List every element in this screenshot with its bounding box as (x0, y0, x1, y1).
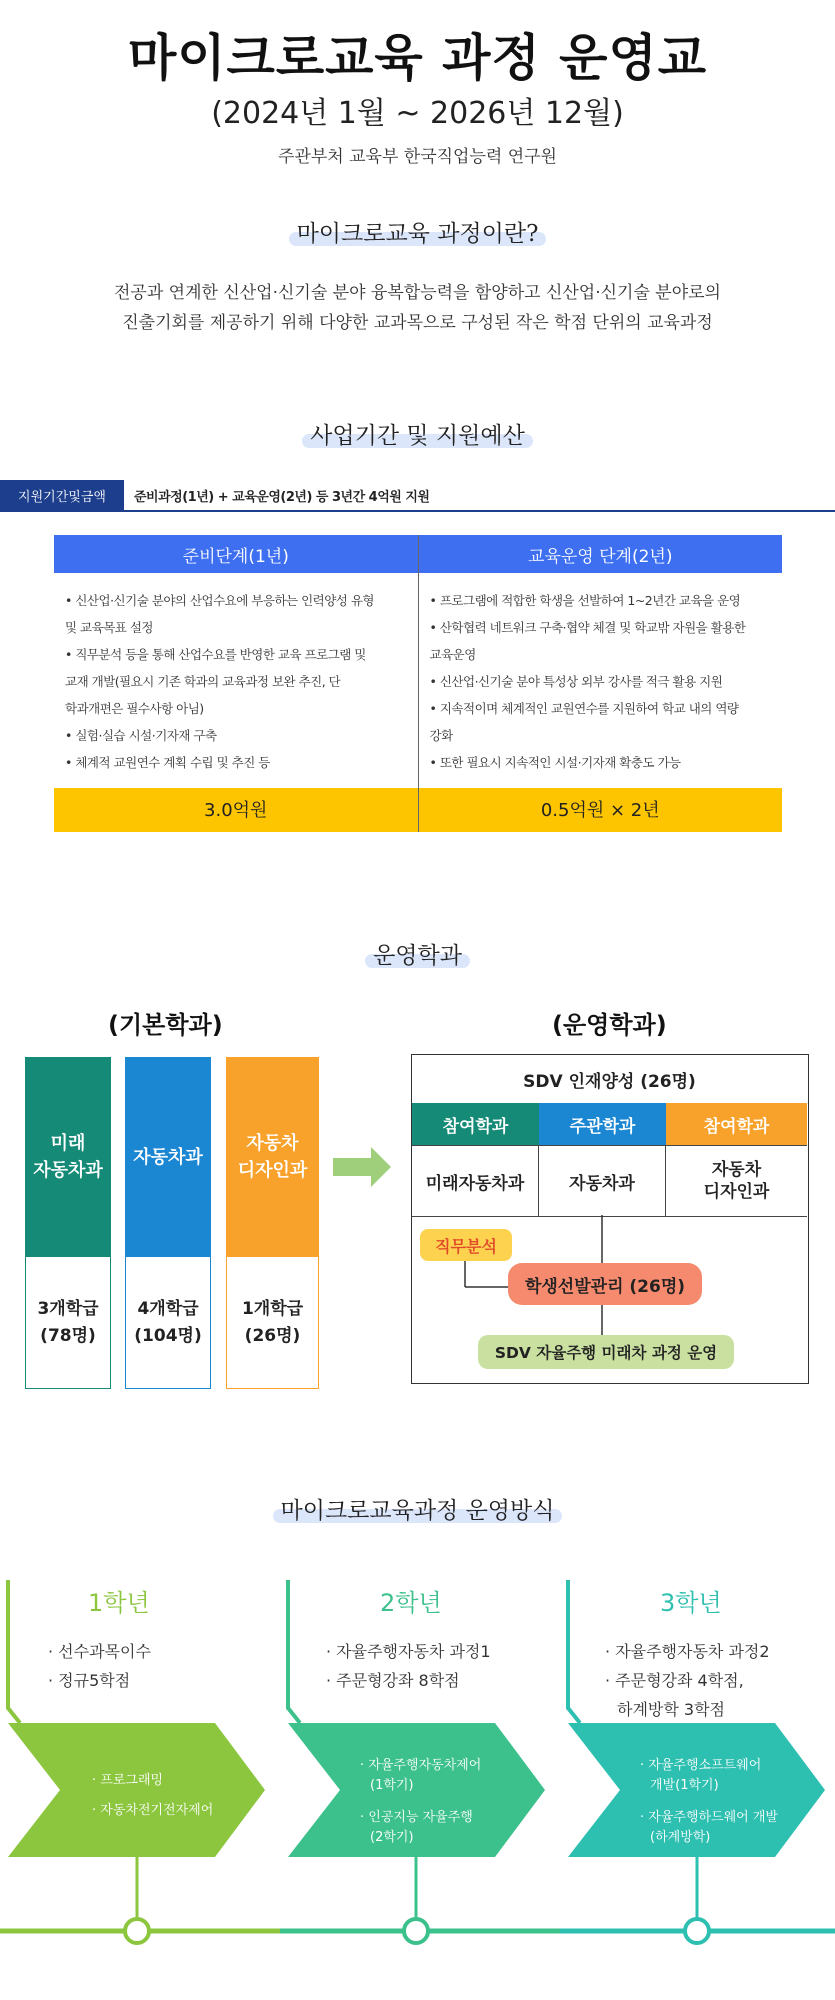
dept-name-text: 미래 자동차과 (33, 1133, 103, 1181)
stage-2-item: • 산학협력 네트워크 구축·협약 체결 및 학교밖 자원을 활용한 (429, 620, 746, 635)
dept-name-text: 자동차 디자인과 (237, 1133, 308, 1181)
sdv-dept-3-text: 자동차 디자인과 (703, 1160, 770, 1202)
sdv-role-2-text: 주관학과 (569, 1116, 636, 1137)
year-3-courses (640, 1756, 778, 1848)
course-item: (2학기) (370, 1830, 414, 1845)
year-item: · 주문형강좌 4학점, (605, 1671, 744, 1690)
operation-heading-text: 마이크로교육과정 운영방식 (280, 1498, 555, 1524)
basic-label: (기본학과) (108, 1011, 223, 1039)
budget-divider (0, 510, 835, 512)
student-selection-box (508, 1263, 702, 1305)
dept-size (25, 1257, 111, 1389)
dept-students: (104명) (134, 1325, 202, 1346)
course-item: · 자동차전기전자제어 (92, 1803, 214, 1818)
sdv-role-3-text: 참여학과 (703, 1116, 770, 1137)
year-1-label: 1학년 (88, 1589, 150, 1617)
course-item: · 자율주행소프트웨어 (640, 1758, 762, 1773)
sdv-role-3 (666, 1103, 807, 1145)
departments-heading (0, 937, 835, 970)
intro-line-2: 진출기회를 제공하기 위해 다양한 교과목으로 구성된 작은 학점 단위의 교육과정 (122, 313, 713, 333)
stage-1-item: • 체계적 교원연수 계획 수립 및 추진 등 (65, 755, 270, 770)
job-analysis-text: 직무분석 (435, 1236, 497, 1256)
stage-2-header: 교육운영 단계(2년) (418, 535, 782, 573)
dept-classes: 4개학급 (137, 1298, 199, 1319)
sdv-title (412, 1055, 807, 1103)
course-item: (1학기) (370, 1778, 414, 1793)
sdv-dept-1-text: 미래자동차과 (425, 1173, 525, 1194)
dept-name-text: 자동차과 (133, 1146, 203, 1168)
sdv-dept-1 (412, 1145, 539, 1217)
course-item: · 인공지능 자율주행 (360, 1810, 473, 1825)
budget-heading-text: 사업기간 및 지원예산 (310, 423, 525, 449)
year-2-items (326, 1637, 491, 1695)
year-item: · 자율주행자동차 과정1 (326, 1642, 491, 1661)
year-2-courses (360, 1756, 481, 1848)
stage-1-header: 준비단계(1년) (54, 535, 418, 573)
year-3-items (605, 1637, 770, 1724)
year-item: 하계방학 3학점 (617, 1700, 726, 1719)
stage-1-item: • 직무분석 등을 통해 산업수요를 반영한 교육 프로그램 및 (65, 647, 366, 662)
intro-heading-text: 마이크로교육 과정이란? (296, 221, 539, 247)
course-item: (하계방학) (650, 1830, 711, 1845)
year-2-label: 2학년 (380, 1589, 442, 1617)
page-title: 마이크로교육 과정 운영교 (127, 29, 708, 87)
budget-heading (0, 417, 835, 450)
sdv-program-box (411, 1054, 809, 1384)
budget-summary: 준비과정(1년) + 교육운영(2년) 등 3년간 4억원 지원 (134, 490, 430, 505)
sdv-role-1 (412, 1103, 539, 1145)
sdv-dept-2 (539, 1145, 666, 1217)
budget-tag-label: 지원기간및금액 (18, 490, 106, 505)
dept-students: (78명) (40, 1325, 96, 1346)
departments-heading-text: 운영학과 (373, 943, 462, 969)
course-item: 개발(1학기) (650, 1778, 719, 1793)
stage-2-item: 교육운영 (429, 647, 476, 662)
operating-label: (운영학과) (552, 1011, 667, 1039)
sdv-dept-2-text: 자동차과 (569, 1173, 635, 1194)
course-item: · 자율주행자동차제어 (360, 1758, 482, 1773)
stage-1-item: 및 교육목표 설정 (65, 620, 153, 635)
operation-heading (0, 1492, 835, 1525)
student-selection-text: 학생선발관리 (26명) (524, 1276, 686, 1297)
dept-name (226, 1057, 319, 1257)
dept-name (125, 1057, 211, 1257)
dept-size (226, 1257, 319, 1389)
dept-classes: 3개학급 (37, 1298, 99, 1319)
job-analysis-box (420, 1229, 512, 1261)
dept-name (25, 1057, 111, 1257)
dept-car-design (226, 1057, 319, 1389)
organizers: 주관부처 교육부 한국직업능력 연구원 (278, 147, 557, 167)
stage-1-item: 학과개편은 필수사항 아님) (65, 701, 204, 716)
dept-students: (26명) (244, 1325, 301, 1346)
stage-2-details (418, 573, 782, 788)
course-item: · 프로그래밍 (92, 1773, 164, 1788)
dept-future-car (25, 1057, 111, 1389)
sdv-title-text: SDV 인재양성 (26명) (523, 1071, 696, 1092)
course-item: · 자율주행하드웨어 개발 (640, 1810, 778, 1825)
stage-2-item: 강화 (429, 728, 453, 743)
stage-1-item: • 신산업·신기술 분야의 산업수요에 부응하는 인력양성 유형 (65, 593, 374, 608)
year-item: · 자율주행자동차 과정2 (605, 1642, 770, 1661)
stage-2-item: • 프로그램에 적합한 학생을 선발하여 1~2년간 교육을 운영 (429, 593, 741, 608)
stage-2-amount: 0.5억원 × 2년 (418, 788, 782, 832)
dept-size (125, 1257, 211, 1389)
stage-1-details (54, 573, 418, 788)
dept-classes: 1개학급 (241, 1298, 304, 1319)
stage-1-item: 교재 개발(필요시 기존 학과의 교육과정 보완 추진, 단 (65, 674, 341, 689)
stage-2-item: • 신산업·신기술 분야 특성상 외부 강사를 적극 활용 지원 (429, 674, 723, 689)
sdv-dept-3 (666, 1145, 807, 1217)
sdv-role-1-text: 참여학과 (442, 1116, 509, 1137)
year-1-courses (92, 1766, 213, 1826)
year-item: · 정규5학점 (48, 1671, 131, 1690)
sdv-role-2 (539, 1103, 666, 1145)
stage-2-item: • 지속적이며 체계적인 교원연수를 지원하여 학교 내의 역량 (429, 701, 739, 716)
dept-automotive (125, 1057, 211, 1389)
stage-1-amount: 3.0억원 (54, 788, 418, 832)
stage-1-item: • 실험·실습 시설·기자재 구축 (65, 728, 217, 743)
arrow-right-icon (333, 1147, 393, 1187)
year-1-items (48, 1637, 151, 1695)
budget-table (54, 535, 782, 832)
intro-heading (0, 215, 835, 248)
intro-line-1: 전공과 연계한 신산업·신기술 분야 융복합능력을 함양하고 신산업·신기술 분야로의 (114, 283, 721, 303)
sdv-operation-box (478, 1335, 734, 1369)
stage-2-item: • 또한 필요시 지속적인 시설·기자재 확충도 가능 (429, 755, 681, 770)
budget-tag (0, 480, 124, 511)
year-3-label: 3학년 (660, 1589, 722, 1617)
year-item: · 선수과목이수 (48, 1642, 151, 1661)
period: (2024년 1월 ~ 2026년 12월) (211, 96, 624, 131)
year-item: · 주문형강좌 8학점 (326, 1671, 460, 1690)
sdv-operation-text: SDV 자율주행 미래차 과정 운영 (494, 1344, 718, 1362)
